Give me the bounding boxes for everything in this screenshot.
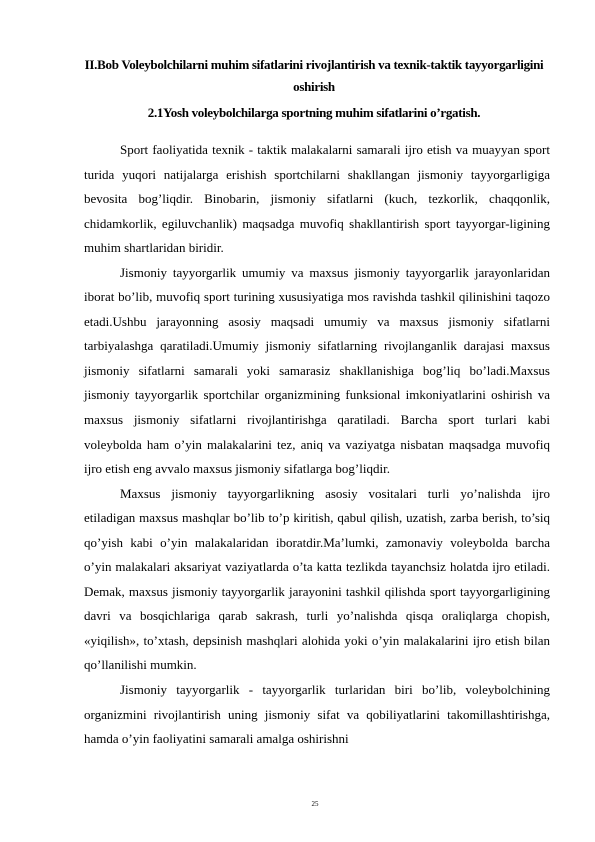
section-heading: 2.1Yosh voleybolchilarga sportning muhim sifatlarini o’rgatish.	[147, 105, 481, 120]
paragraph-4: Jismoniy tayyorgarlik - tayyorgarlik turlaridan biri bo’lib, voleybolchining organizmini rivojlantirish uning jismoniy sifat va qobiliyatlarini takomillashtirishga, hamda o’yin faoliyatini samarali amalga oshirishni	[84, 682, 550, 747]
page-number: 25	[311, 800, 319, 808]
paragraph-3: Maxsus jismoniy tayyorgarlikning asosiy vositalari turli yo’nalishda ijro etiladigan maxsus mashqlar bo’lib to’p kiritish, qabul qilish, uzatish, zarba berish, to’siq qo’yish kabi o’yin malakalaridan iboratdir.Ma’lumki, zamonaviy voleybolda barcha o’yin malakalari aksariyat vaziyatlarda o’ta katta tezlikda tayanchsiz holatda ijro etiladi. Demak, maxsus jismoniy tayyorgarlik jarayonini tashkil qilishda sport tayyorgarligining davri va bosqichlariga qarab sakrash, turli yo’nalishda qisqa oraliqlarga chopish, «yiqilish», to’xtash, depsinish mashqlari alohida yoki o’yin malakalarini ijro etish bilan qo’llanilishi mumkin.	[84, 485, 550, 673]
paragraph-1: Sport faoliyatida texnik - taktik malakalarni samarali ijro etish va muayyan sport turida yuqori natijalarga erishish sportchilarni shakllangan jismoniy tayyorgarligiga bevosita bog’liqdir. Binobarin, jismoniy sifatlarni (kuch, tezkorlik, chaqqonlik, chidamkorlik, egiluvchanlik) maqsadga muvofiq shakllantirish sport tayyorgar-ligining muhim shartlaridan biridir.	[84, 142, 550, 256]
paragraph-2: Jismoniy tayyorgarlik umumiy va maxsus jismoniy tayyorgarlik jarayonlaridan iborat bo’lib, muvofiq sport turining xususiyatiga mos ravishda tashkil qilinishini taqozo etadi.Ushbu jarayonning asosiy maqsadi umumiy va maxsus jismoniy sifatlarni tarbiyalashga qaratiladi.Umumiy jismoniy sifatlarning rivojlanganlik darajasi maxsus jismoniy sifatlarni samarali yoki samarasiz shakllanishiga bog’liq bo’ladi.Maxsus jismoniy tayyorgarlik sportchilar organizmining funksional imkoniyatlarini oshirish va maxsus jismoniy sifatlarni rivojlantirishga qaratiladi. Barcha sport turlari kabi voleybolda ham o’yin malakalarini tez, aniq va vaziyatga nisbatan maqsadga muvofiq ijro etish eng avvalo maxsus jismoniy sifatlarga bog’liqdir.	[84, 264, 550, 477]
body-text	[84, 138, 550, 752]
chapter-heading: II.Bob Voleybolchilarni muhim sifatlarini rivojlantirish va texnik-taktik tayyorgarligini oshirish	[84, 57, 544, 94]
